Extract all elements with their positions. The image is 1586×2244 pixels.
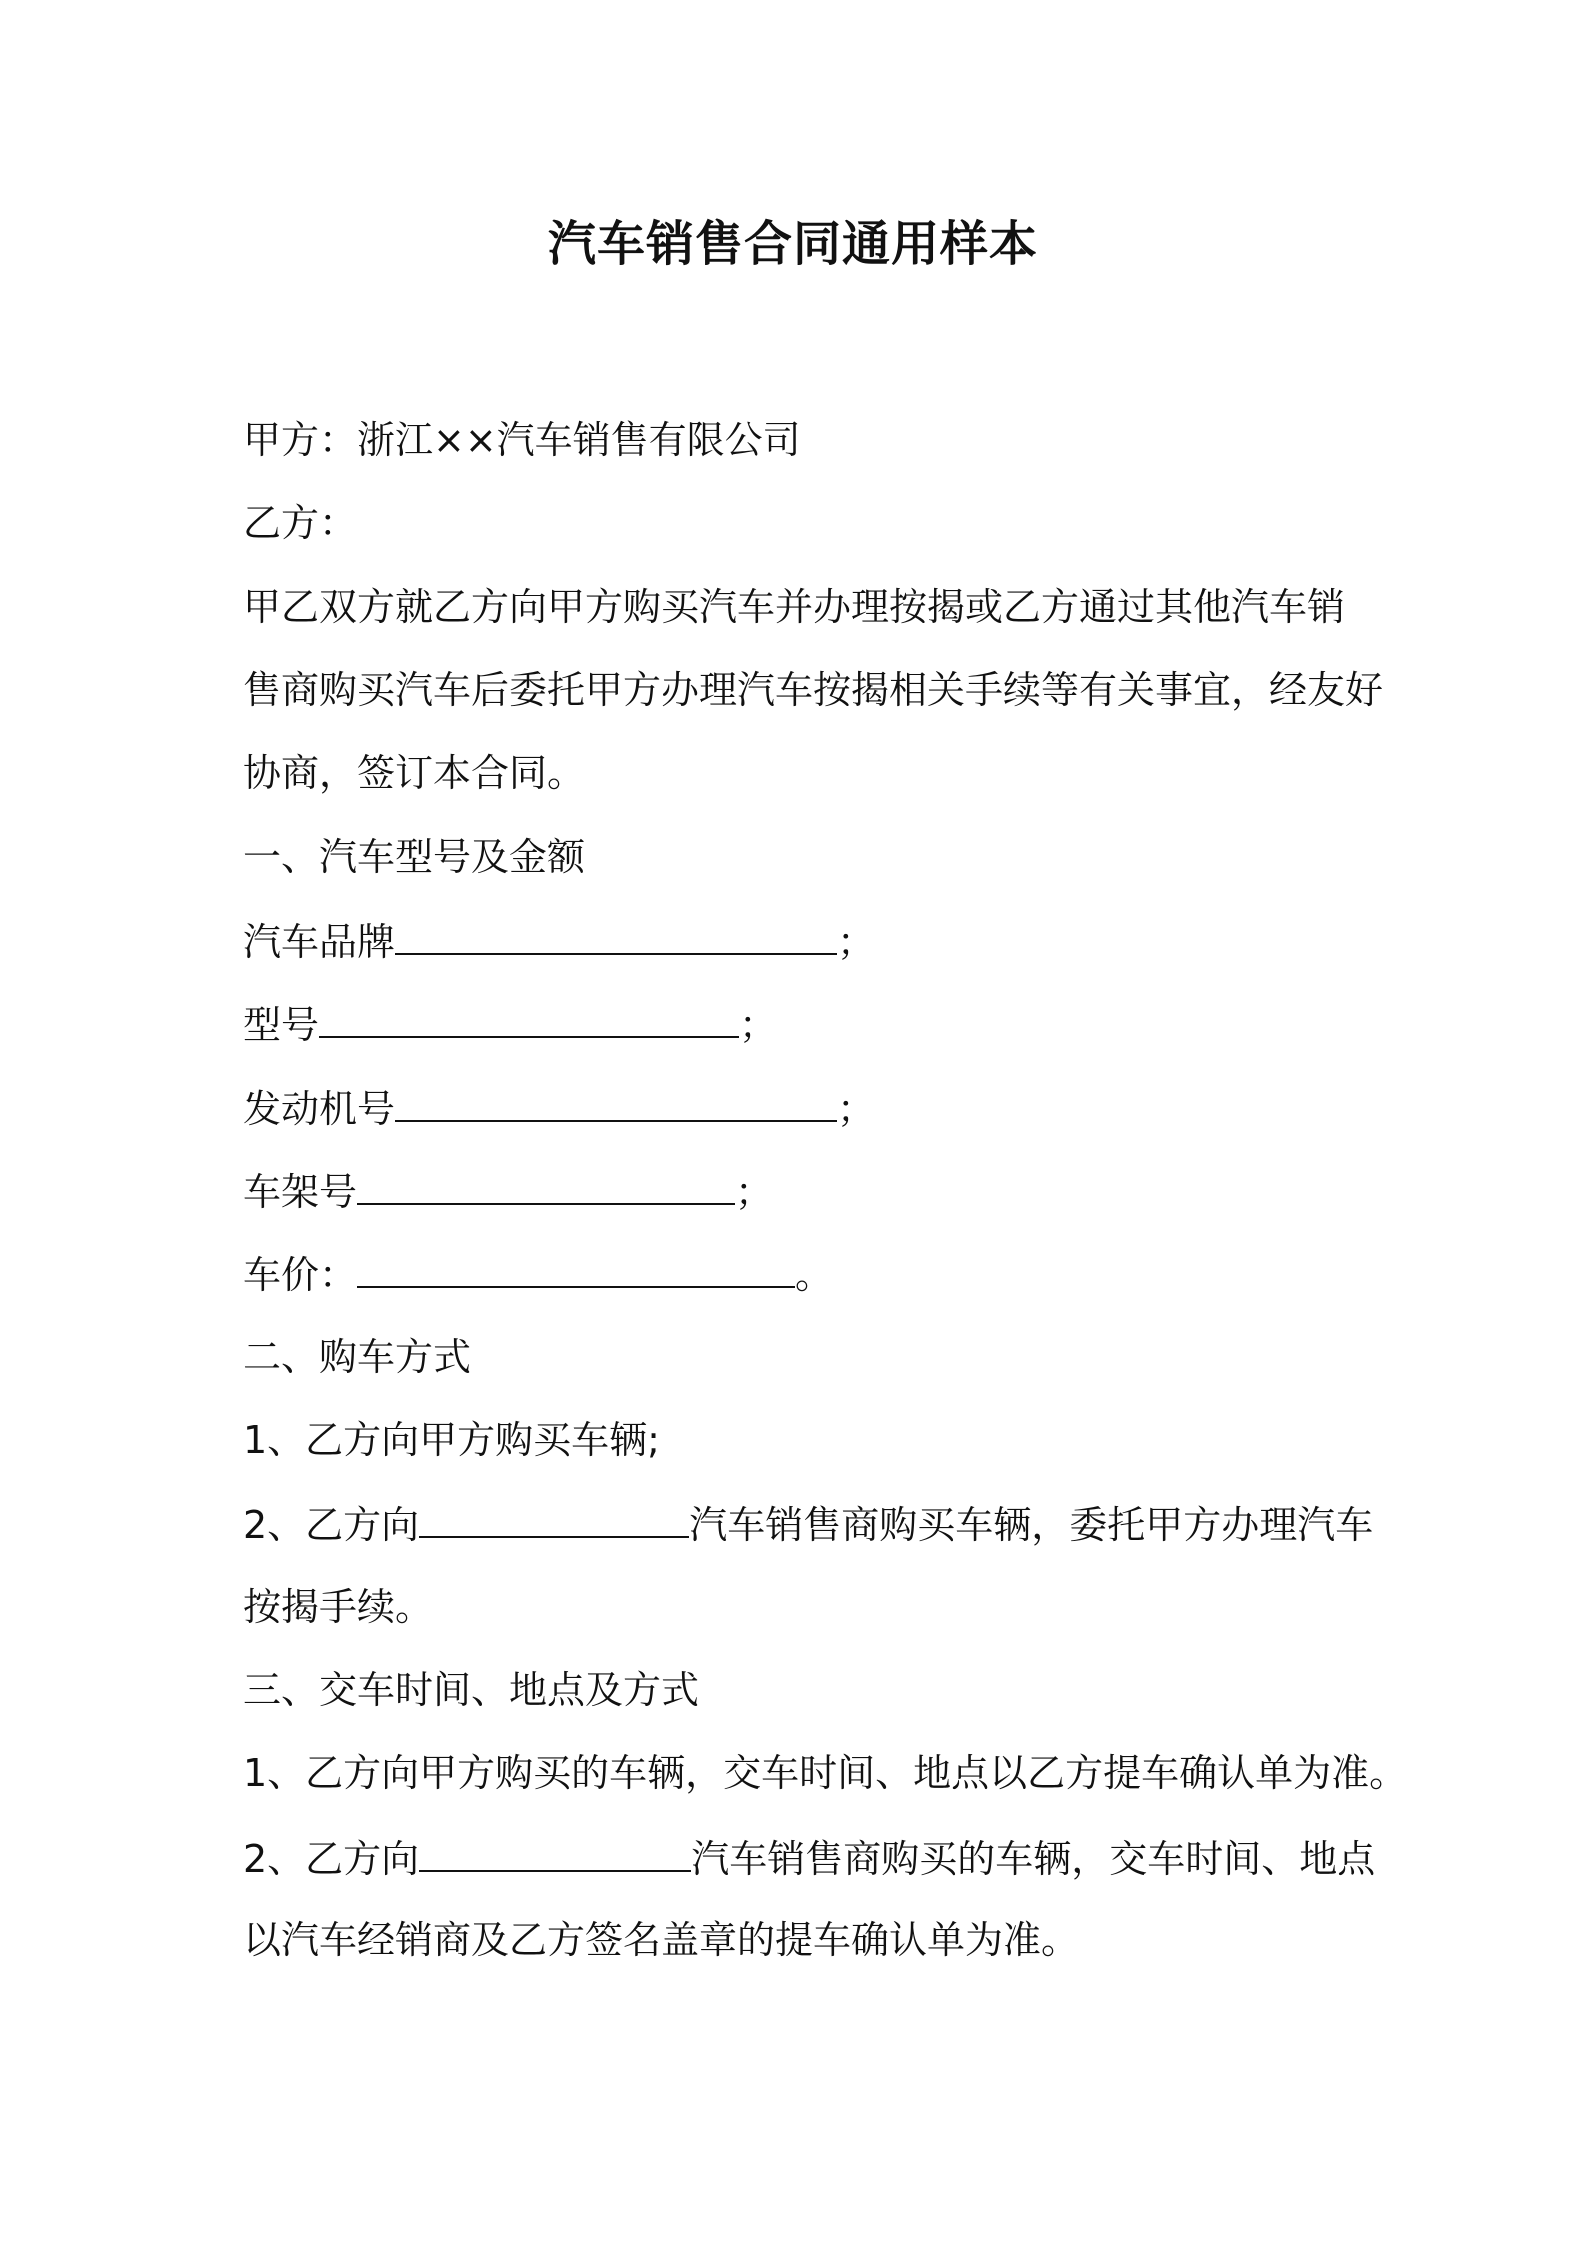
field-price [243,1248,1353,1300]
section3-item2-prefix: 2、乙方向 [243,1837,420,1881]
field-model-label: 型号 [243,1003,320,1047]
field-price-blank [357,1248,795,1288]
field-frame-number-blank [357,1165,735,1205]
field-frame-number-label: 车架号 [243,1170,358,1214]
section3-item2-suffix: 汽车销售商购买的车辆，交车时间、地点 [691,1837,1376,1881]
field-engine-number-blank [395,1082,837,1122]
section3-heading: 三、交车时间、地点及方式 [243,1668,700,1712]
section2-item2-blank [419,1498,689,1538]
field-price-label: 车价： [243,1253,358,1297]
intro-line-3: 协商，签订本合同。 [243,751,586,795]
field-model-blank [319,998,739,1038]
section2-item2 [243,1498,1374,1550]
field-frame-number-end: ； [735,1170,774,1214]
section3-item1: 1、乙方向甲方购买的车辆，交车时间、地点以乙方提车确认单为准。 [243,1751,1408,1795]
document-title: 汽车销售合同通用样本 [547,216,1038,272]
field-brand-end: ； [837,920,876,964]
section3-item2 [243,1832,1376,1884]
field-brand [243,915,1353,967]
section3-item2-blank [419,1832,691,1872]
field-engine-number [243,1082,1353,1134]
field-brand-label: 汽车品牌 [243,920,396,964]
field-engine-number-end: ； [837,1087,876,1131]
section2-item2-prefix: 2、乙方向 [243,1503,420,1547]
section2-heading: 二、购车方式 [243,1335,472,1379]
field-frame-number [243,1165,1353,1217]
section3-item2-cont: 以汽车经销商及乙方签名盖章的提车确认单为准。 [243,1918,1080,1962]
field-price-end: 。 [795,1253,834,1297]
field-model [243,998,1353,1050]
section2-item2-suffix: 汽车销售商购买车辆，委托甲方办理汽车 [689,1503,1374,1547]
section2-item2-cont: 按揭手续。 [243,1585,434,1629]
party-b-line: 乙方： [243,501,358,545]
party-a-line: 甲方：浙江××汽车销售有限公司 [243,418,801,462]
intro-line-2: 售商购买汽车后委托甲方办理汽车按揭相关手续等有关事宜，经友好 [243,668,1384,712]
section1-heading: 一、汽车型号及金额 [243,835,586,879]
section2-item1: 1、乙方向甲方购买车辆; [243,1418,660,1462]
intro-line-1: 甲乙双方就乙方向甲方购买汽车并办理按揭或乙方通过其他汽车销 [243,585,1346,629]
field-brand-blank [395,915,837,955]
field-engine-number-label: 发动机号 [243,1087,396,1131]
field-model-end: ； [739,1003,778,1047]
